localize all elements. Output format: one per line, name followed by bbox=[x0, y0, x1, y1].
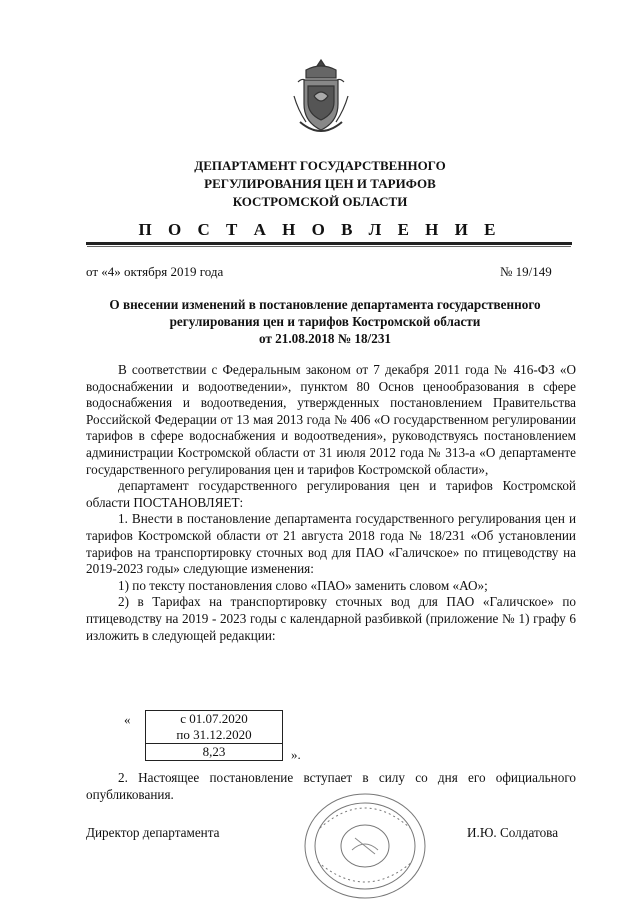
document-date: от «4» октября 2019 года bbox=[86, 264, 224, 279]
period-to: по 31.12.2020 bbox=[176, 727, 252, 742]
round-official-seal-icon bbox=[300, 788, 430, 900]
department-name bbox=[0, 157, 640, 211]
subject-line: О внесении изменений в постановление департамента государственного bbox=[109, 297, 541, 312]
table-row bbox=[146, 711, 283, 744]
document-subject bbox=[60, 296, 590, 347]
tariff-table bbox=[145, 710, 283, 761]
preamble-paragraph: В соответствии с Федеральным законом от 7 декабря 2011 года № 416-ФЗ «О водоснабжении и водоотведении», пунктом 80 Основ ценообразования в сфере водоснабжения и водоотведения, утвержденных постановлением Правительства Российской Федерации от 13 мая 2013 года № 406 «О государственном регулировании тарифов в сфере водоснабжения и водоотведения», руководствуясь постановлением администрации Костромской области от 31 июля 2012 года № 313-а «О департаменте государственного регулирования цен и тарифов Костромской области», bbox=[86, 362, 576, 477]
period-cell bbox=[146, 711, 283, 744]
kostroma-coat-of-arms-icon bbox=[290, 56, 352, 140]
header-divider bbox=[86, 242, 572, 245]
subject-line: от 21.08.2018 № 18/231 bbox=[258, 331, 392, 346]
tariff-value: 8,23 bbox=[146, 744, 283, 761]
document-type-title: П О С Т А Н О В Л Е Н И Е bbox=[138, 220, 502, 239]
department-line: ДЕПАРТАМЕНТ ГОСУДАРСТВЕННОГО bbox=[194, 158, 446, 173]
document-number: № 19/149 bbox=[500, 264, 552, 279]
resolution-paragraph: департамент государственного регулирования цен и тарифов Костромской области ПОСТАНОВЛЯЕТ: bbox=[86, 478, 576, 510]
table-quote-open: « bbox=[124, 712, 131, 727]
sub-item-2-paragraph: 2) в Тарифах на транспортировку сточных вод для ПАО «Галичское» по птицеводству на 2019 - 2023 годы с календарной разбивкой (приложение № 1) графу 6 изложить в следующей редакции: bbox=[86, 594, 576, 643]
sub-item-1-paragraph: 1) по тексту постановления слово «ПАО» заменить словом «АО»; bbox=[118, 577, 488, 593]
department-line: КОСТРОМСКОЙ ОБЛАСТИ bbox=[232, 194, 408, 209]
table-quote-close: ». bbox=[291, 747, 301, 762]
item-2-paragraph: 2. Настоящее постановление вступает в силу со дня его официального опубликования. bbox=[86, 770, 576, 802]
period-from: с 01.07.2020 bbox=[180, 711, 248, 726]
subject-line: регулирования цен и тарифов Костромской области bbox=[169, 314, 481, 329]
table-row bbox=[146, 744, 283, 761]
signatory-name: И.Ю. Солдатова bbox=[467, 825, 559, 840]
signatory-position: Директор департамента bbox=[86, 825, 220, 840]
item-1-paragraph: 1. Внести в постановление департамента государственного регулирования цен и тарифов Костромской области от 21 августа 2018 года № 18/231 «Об установлении тарифов на транспортировку сточных вод для ПАО «Галичское» по птицеводству на 2019-2023 годы» следующие изменения: bbox=[86, 511, 576, 577]
department-line: РЕГУЛИРОВАНИЯ ЦЕН И ТАРИФОВ bbox=[204, 176, 436, 191]
document-body bbox=[86, 362, 576, 644]
